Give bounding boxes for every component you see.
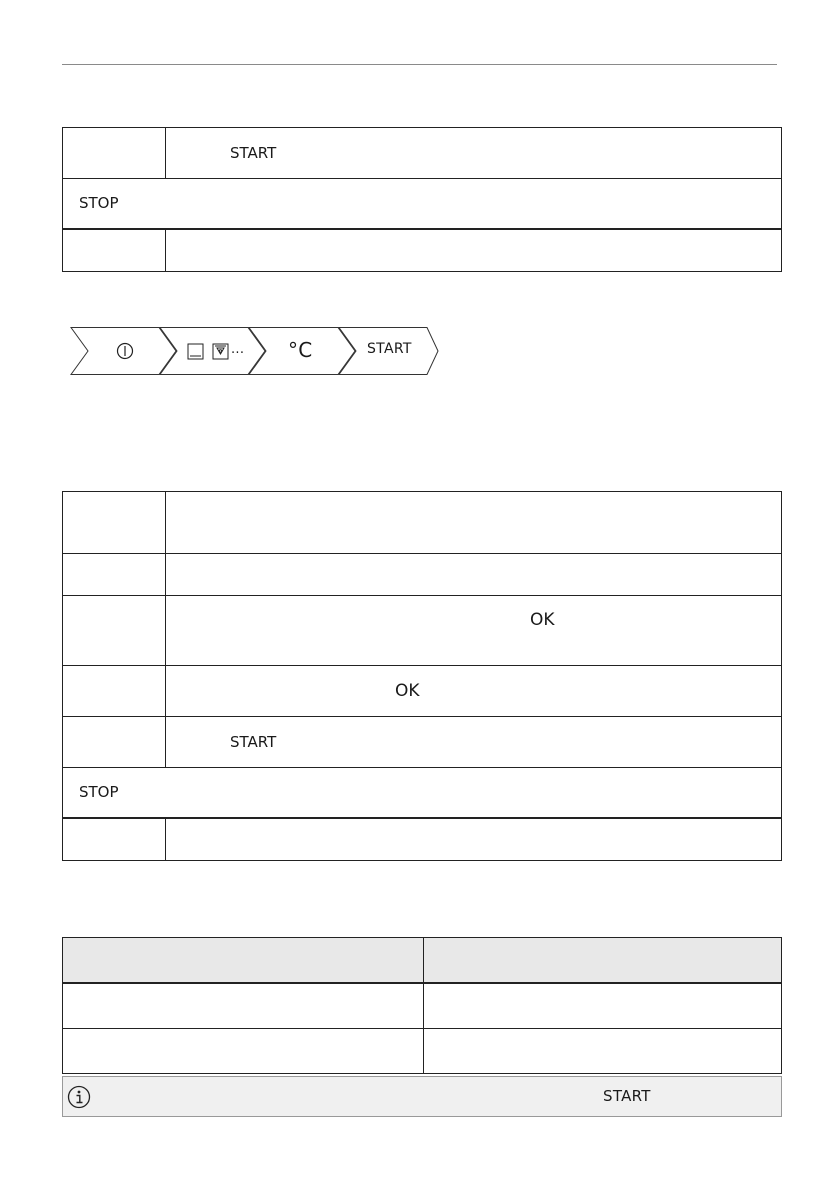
start-label: START [367, 341, 412, 357]
table-cell [63, 1029, 424, 1074]
stop-cell [63, 179, 782, 229]
oven-function-icons [188, 344, 228, 359]
instruction-cell [166, 596, 782, 666]
header-rule [62, 64, 777, 65]
step-cell [63, 492, 166, 554]
start-label: START [230, 733, 277, 751]
procedure-flow [70, 327, 442, 375]
power-icon [118, 344, 133, 359]
ok-label: OK [395, 681, 420, 701]
instruction-cell [166, 229, 782, 272]
table-cell [424, 983, 782, 1029]
instruction-cell [166, 666, 782, 717]
table-row [63, 666, 782, 717]
table-row [63, 983, 782, 1029]
step-cell [63, 128, 166, 179]
start-label: START [603, 1087, 651, 1105]
step-cell [63, 596, 166, 666]
table-row [63, 1029, 782, 1074]
table-row [63, 179, 782, 229]
instruction-cell [166, 492, 782, 554]
column-header [63, 938, 424, 984]
steps-table-2 [62, 491, 782, 861]
step-cell [63, 717, 166, 768]
table-row [63, 128, 782, 179]
info-icon [67, 1085, 91, 1109]
step-cell [63, 229, 166, 272]
ok-label: OK [530, 610, 555, 630]
instruction-cell [166, 717, 782, 768]
stop-cell [63, 768, 782, 818]
table-cell [63, 983, 424, 1029]
table-cell [424, 1029, 782, 1074]
table-row [63, 717, 782, 768]
table-row [63, 554, 782, 596]
function-ellipsis: ... [231, 342, 245, 357]
step-cell [63, 554, 166, 596]
info-note [62, 1076, 782, 1117]
column-header [424, 938, 782, 984]
table-row [63, 596, 782, 666]
table-row [63, 492, 782, 554]
steps-table-1 [62, 127, 782, 272]
stop-label: STOP [79, 194, 119, 213]
two-column-table [62, 937, 782, 1074]
start-label: START [230, 144, 277, 162]
table-header-row [63, 938, 782, 984]
table-row [63, 229, 782, 272]
stop-label: STOP [79, 783, 119, 802]
temperature-icon: °C [288, 338, 313, 362]
instruction-cell [166, 128, 782, 179]
table-row [63, 768, 782, 818]
instruction-cell [166, 818, 782, 861]
table-row [63, 818, 782, 861]
instruction-cell [166, 554, 782, 596]
step-cell [63, 666, 166, 717]
step-cell [63, 818, 166, 861]
